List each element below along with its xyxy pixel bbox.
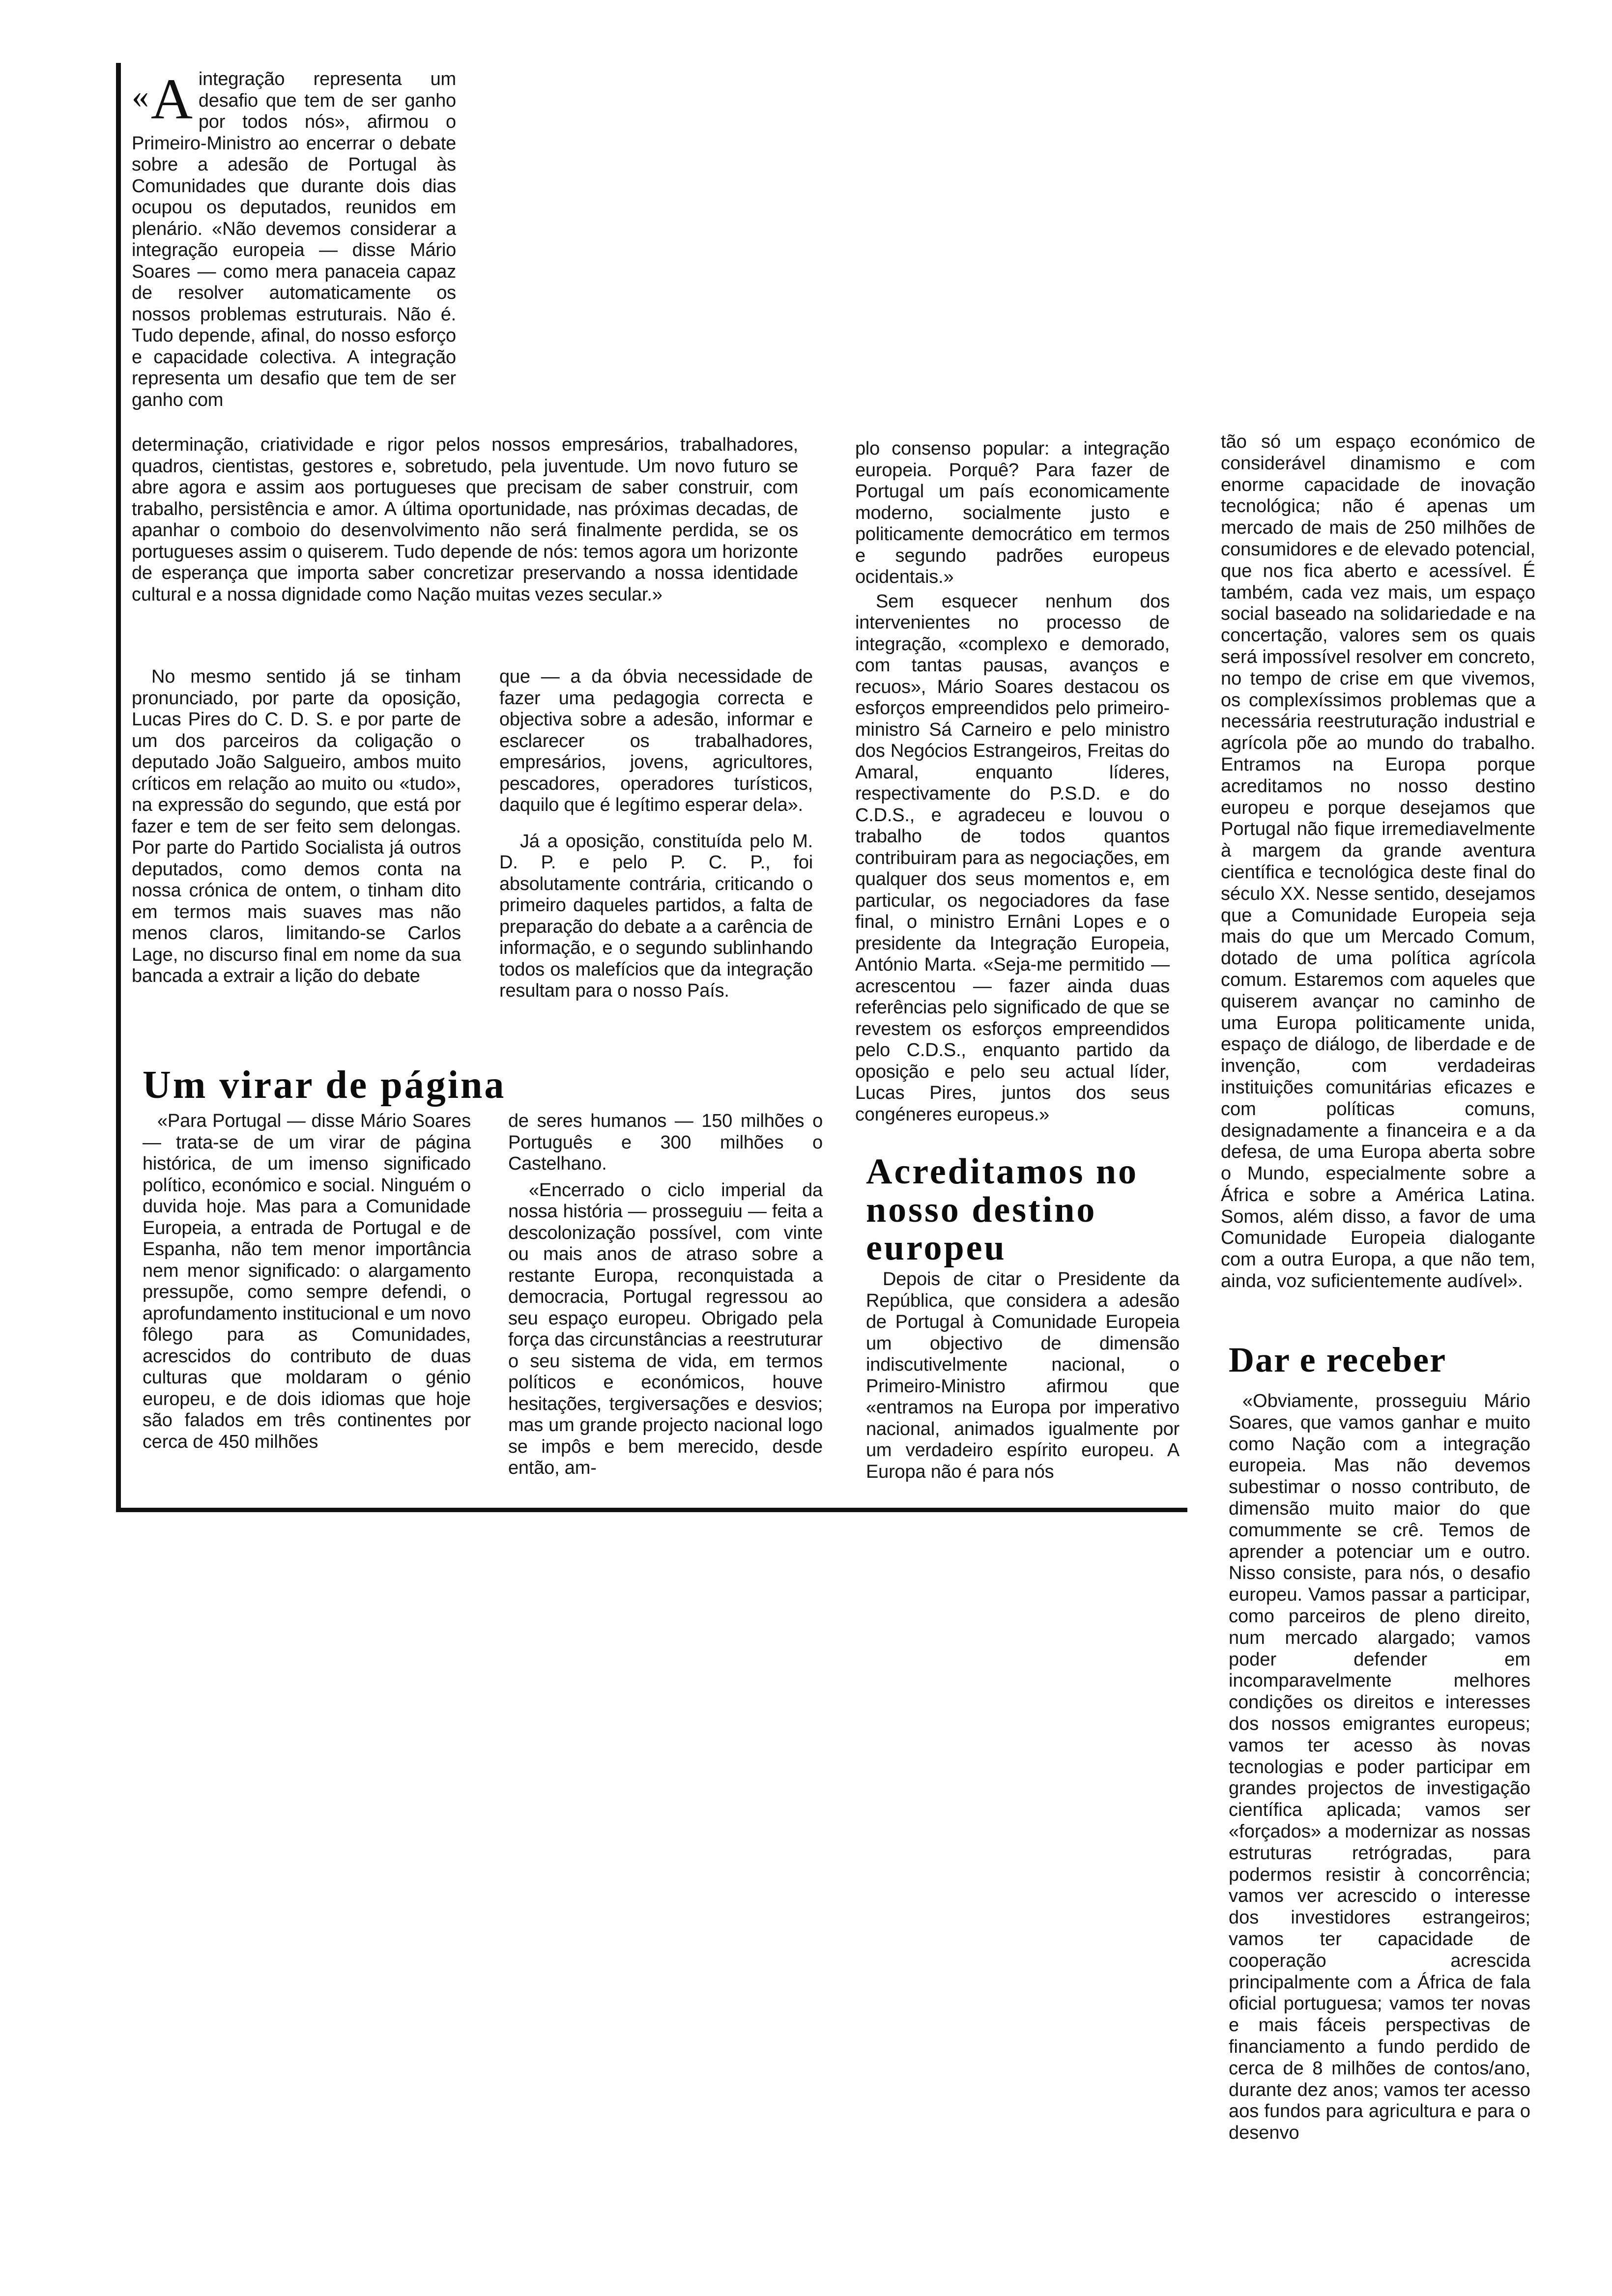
- column-4: [1221, 431, 1535, 1292]
- intro-wide-paragraph: determinação, criatividade e rigor pelos nossos empresários, trabalhadores, quadros, cientistas, gestores e, sobretudo, pela juventude. Um novo futuro se abre agora e assim aos portugueses que precisam de saber construir, com trabalho, persistência e amor. A última oportunidade, nas próximas decadas, de apanhar o comboio do desenvolvimento não será finalmente perdida, se os portugueses assim o quiserem. Tudo depende de nós: temos agora um horizonte de esperança que importa saber concretizar preservando a nossa identidade cultural e a nossa dignidade como Nação muitas vezes secular.»: [132, 434, 798, 605]
- headline-dar-e-receber: Dar e receber: [1229, 1340, 1447, 1379]
- column-1: [132, 666, 461, 987]
- dropcap: «A: [132, 67, 193, 131]
- column-2: [499, 666, 813, 1002]
- col1b-paragraph: «Para Portugal — disse Mário Soares — trata-se de um virar de página histórica, de um imenso significado político, económico e social. Ninguém o duvida hoje. Mas para a Comunidade Europeia, a entrada de Portugal e de Espanha, não tem menor importância nem menor significado: o alargamento pressupõe, como sempre defendi, o aprofundamento institucional e um novo fôlego para as Comunidades, acrescidos do contributo de duas culturas que moldaram o génio europeu, e de dois idiomas que hoje são falados em três continentes por cerca de 450 milhões: [143, 1111, 471, 1452]
- col2-paragraph-2: Já a oposição, constituída pelo M. D. P. e pelo P. C. P., foi absolutamente contrária, criticando o primeiro daqueles partidos, a falta de preparação do debate a a carência de informação, e o segundo sublinhando todos os malefícios que da integração resultam para o nosso País.: [499, 831, 813, 1001]
- intro-lead: [132, 69, 456, 411]
- col3-paragraph-2: Sem esquecer nenhum dos intervenientes no processo de integração, «complexo e demorado, com tantas pausas, avanços e recuos», Mário Soares destacou os esforços empreendidos pelo primeiro-ministro Sá Carneiro e pelo ministro dos Negócios Estrangeiros, Freitas do Amaral, enquanto líderes, respectivamente do P.S.D. e do C.D.S., e agradeceu e louvou o trabalho de todos quantos contribuiram para as negociações, em qualquer dos seus momentos e, em particular, os negociadores da fase final, o ministro Ernâni Lopes e o presidente da Integração Europeia, António Marta. «Seja-me permitido — acrescentou — fazer ainda duas referências pelo significado de que se revestem os esforços empreendidos pelo C.D.S., enquanto partido da oposição e pelo seu actual líder, Lucas Pires, juntos dos seus congéneres europeus.»: [855, 591, 1170, 1125]
- col1-paragraph: No mesmo sentido já se tinham pronunciado, por parte da oposição, Lucas Pires do C. D. S. e por parte de um dos parceiros da coligação o deputado João Salgueiro, ambos muito críticos em relação ao muito ou «tudo», na expressão do segundo, que está por fazer e tem de ser feito sem delongas. Por parte do Partido Socialista já outros deputados, como demos conta na nossa crónica de ontem, o tinham dito em termos mais suaves mas não menos claros, limitando-se Carlos Lage, no discurso final em nome da sua bancada a extrair a lição do debate: [132, 666, 461, 986]
- column-4b: [1229, 1391, 1530, 2144]
- col4b-paragraph: «Obviamente, prosseguiu Mário Soares, que vamos ganhar e muito como Nação com a integração europeia. Mas não devemos subestimar o nosso contributo, de dimensão muito maior do que comummente se crê. Temos de aprender a potenciar um e outro. Nisso consiste, para nós, o desafio europeu. Vamos passar a participar, como parceiros de pleno direito, num mercado alargado; vamos poder defender em incomparavelmente melhores condições os direitos e interesses dos nossos emigrantes europeus; vamos ter acesso às novas tecnologias e poder participar em grandes projectos de investigação científica aplicada; vamos ser «forçados» a modernizar as nossas estruturas retrógradas, para podermos resistir à concorrência; vamos ver acrescido o interesse dos investidores estrangeiros; vamos ter capacidade de cooperação acrescida principalmente com a África de fala oficial portuguesa; vamos ter novas e mais fáceis perspectivas de financiamento a fundo perdido de cerca de 8 milhões de contos/ano, durante dez anos; vamos ter acesso aos fundos para agricultura e para o desenvo: [1229, 1391, 1530, 2144]
- col3b-paragraph: Depois de citar o Presidente da República, que considera a adesão de Portugal à Comunidade Europeia um objectivo de dimensão indiscutivelmente nacional, o Primeiro-Ministro afirmou que «entramos na Europa por imperativo nacional, animados igualmente por um verdadeiro espírito europeu. A Europa não é para nós: [866, 1269, 1180, 1482]
- column-1b: [143, 1111, 471, 1453]
- col2b-paragraph-1: de seres humanos — 150 milhões o Português e 300 milhões o Castelhano.: [508, 1111, 823, 1174]
- column-3: [855, 438, 1170, 1125]
- col2-paragraph-1: que — a da óbvia necessidade de fazer uma pedagogia correcta e objectiva sobre a adesão, informar e esclarecer os trabalhadores, empresários, jovens, agricultores, pescadores, operadores turísticos, daquilo que é legítimo esperar dela».: [499, 666, 813, 815]
- intro-lead-text: integração representa um desafio que tem de ser ganho por todos nós», afirmou o Primeiro-Ministro ao encerrar o debate sobre a adesão de Portugal às Comunidades que durante dois dias ocupou os deputados, reunidos em plenário. «Não devemos considerar a integração europeia — disse Mário Soares — como mera panaceia capaz de resolver automaticamente os nossos problemas estruturais. Não é. Tudo depende, afinal, do nosso esforço e capacidade colectiva. A integração representa um desafio que tem de ser ganho com: [132, 69, 456, 410]
- headline-um-virar-de-pagina: Um virar de página: [143, 1063, 506, 1107]
- column-2b: [508, 1111, 823, 1479]
- col2b-paragraph-2: «Encerrado o ciclo imperial da nossa história — prosseguiu — feita a descolonização possível, com vinte ou mais anos de atraso sobre a restante Europa, reconquistada a democracia, Portugal regressou ao seu espaço europeu. Obrigado pela força das circunstâncias a reestruturar o seu sistema de vida, em termos políticos e económicos, houve hesitações, tergiversações e desvios; mas um grande projecto nacional logo se impôs e bem merecido, desde então, am-: [508, 1179, 823, 1478]
- column-3b: [866, 1269, 1180, 1483]
- col4-paragraph: tão só um espaço económico de considerável dinamismo e com enorme capacidade de inovação tecnológica; não é apenas um mercado de mais de 250 milhões de consumidores e de elevado potencial, que nos fica aberto e acessível. É também, cada vez mais, um espaço social baseado na solidariedade e na concertação, valores sem os quais será impossível resolver em concreto, no tempo de crise em que vivemos, os complexíssimos problemas que a necessária reestruturação industrial e agrícola põe ao mundo do trabalho. Entramos na Europa porque acreditamos no nosso destino europeu e porque desejamos que Portugal não fique irremediavelmente à margem da grande aventura científica e tecnológica deste final do século XX. Nesse sentido, desejamos que a Comunidade Europeia seja mais do que um Mercado Comum, dotado de uma política agrícola comum. Estaremos com aqueles que quiserem avançar no caminho de uma Europa politicamente unida, espaço de diálogo, de liberdade e de invenção, com verdadeiras instituições comunitárias eficazes e com políticas comuns, designadamente a financeira e a da defesa, de uma Europa aberta sobre o Mundo, especialmente sobre a África e sobre a América Latina. Somos, além disso, a favor de uma Comunidade Europeia dialogante com a outra Europa, a que não tem, ainda, voz suficientemente audível».: [1221, 431, 1535, 1292]
- headline-acreditamos: Acreditamos no nosso destino europeu: [866, 1151, 1139, 1268]
- col3-paragraph-1: plo consenso popular: a integração europeia. Porquê? Para fazer de Portugal um país economicamente moderno, socialmente justo e politicamente democrático em termos e segundo padrões europeus ocidentais.»: [855, 438, 1170, 587]
